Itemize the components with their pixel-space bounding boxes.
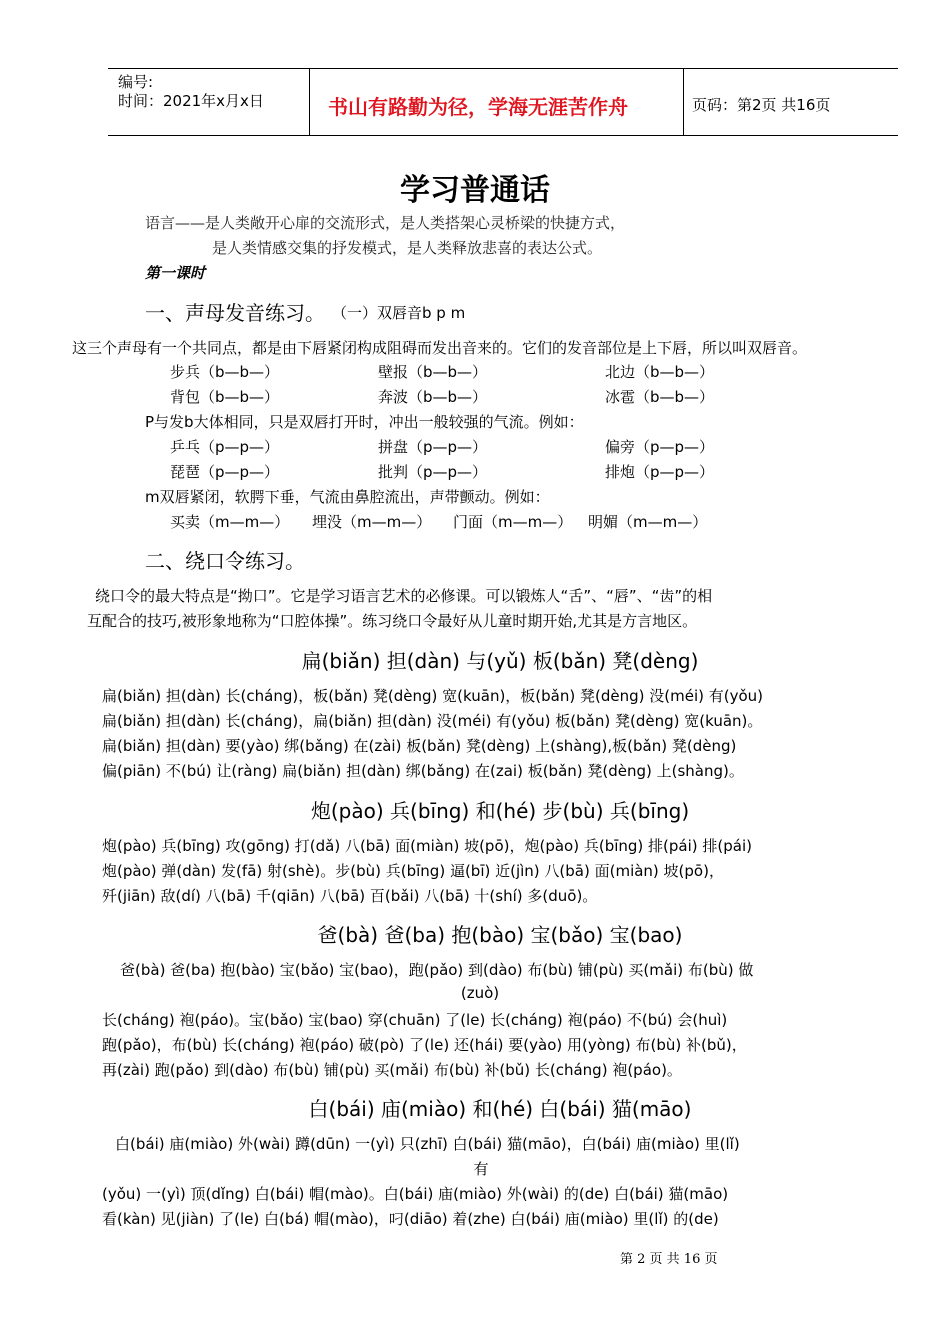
p-example: 偏旁（p—p—） — [605, 438, 715, 456]
b-example: 北边（b—b—） — [605, 363, 715, 381]
m-example: 买卖（m—m—） — [170, 513, 290, 531]
poem-line: 有 — [473, 1160, 489, 1178]
b-example: 步兵（b—b—） — [170, 363, 280, 381]
m-example: 门面（m—m—） — [453, 513, 573, 531]
lesson-label: 第一课时 — [145, 264, 206, 282]
m-example: 埋没（m—m—） — [312, 513, 432, 531]
header-motto: 书山有路勤为径，学海无涯苦作舟 — [328, 95, 628, 119]
time-label: 时间：2021年x月x日 — [118, 92, 264, 110]
poem-title: 扁(biǎn) 担(dàn) 与(yǔ) 板(bǎn) 凳(dèng) — [301, 649, 699, 673]
serial-label: 编号: — [118, 73, 154, 91]
poem-title: 白(bái) 庙(miào) 和(hé) 白(bái) 猫(māo) — [308, 1097, 692, 1121]
poem-line: 跑(pǎo)，布(bù) 长(cháng) 袍(páo) 破(pò) 了(le) 还(hái) 要(yào) 用(yòng) 布(bù) 补(bǔ)， — [102, 1036, 747, 1054]
poem-title: 爸(bà) 爸(ba) 抱(bào) 宝(bǎo) 宝(bao) — [317, 923, 683, 947]
poem-line: 扁(biǎn) 担(dàn) 长(cháng)，扁(biǎn) 担(dàn) 没(méi) 有(yǒu) 板(bǎn) 凳(dèng) 宽(kuān)。 — [102, 712, 763, 730]
b-example: 背包（b—b—） — [170, 388, 280, 406]
poem-line: 扁(biǎn) 担(dàn) 要(yào) 绑(bǎng) 在(zài) 板(bǎn) 凳(dèng) 上(shàng),板(bǎn) 凳(dèng) — [102, 737, 737, 755]
intro-line-1: 语言——是人类敞开心扉的交流形式，是人类搭架心灵桥梁的快捷方式， — [145, 214, 626, 232]
section1-subheading: （一）双唇音b p m — [332, 304, 466, 322]
poem-line: 看(kàn) 见(jiàn) 了(le) 白(bá) 帽(mào)，叼(diāo) 着(zhe) 白(bái) 庙(miào) 里(lǐ) 的(de) — [102, 1210, 719, 1228]
b-example: 壁报（b—b—） — [378, 363, 488, 381]
p-example: 排炮（p—p—） — [605, 463, 715, 481]
p-example: 批判（p—p—） — [378, 463, 488, 481]
section2-desc-2: 互配合的技巧,被形象地称为“口腔体操”。练习绕口令最好从儿童时期开始,尤其是方言地区。 — [87, 612, 698, 630]
b-example: 冰雹（b—b—） — [605, 388, 715, 406]
poem-title: 炮(pào) 兵(bīng) 和(hé) 步(bù) 兵(bīng) — [310, 799, 690, 823]
p-example: 琵琶（p—p—） — [170, 463, 280, 481]
page-info: 页码：第2页 共16页 — [692, 96, 831, 114]
section2-desc-1: 绕口令的最大特点是“拗口”。它是学习语言艺术的必修课。可以锻炼人“舌”、“唇”、“齿”的相 — [95, 587, 713, 605]
section1-heading: 一、声母发音练习。 — [145, 301, 325, 325]
poem-line: 爸(bà) 爸(ba) 抱(bào) 宝(bǎo) 宝(bao)，跑(pǎo) 到(dào) 布(bù) 铺(pù) 买(mǎi) 布(bù) 做 — [120, 961, 754, 979]
b-example: 奔波（b—b—） — [378, 388, 488, 406]
poem-line: 歼(jiān) 敌(dí) 八(bā) 千(qiān) 八(bā) 百(bǎi) 八(bā) 十(shí) 多(duō)。 — [102, 887, 598, 905]
poem-line: (yǒu) 一(yì) 顶(dǐng) 白(bái) 帽(mào)。白(bái) 庙(miào) 外(wài) 的(de) 白(bái) 猫(māo) — [102, 1185, 729, 1203]
section2-heading: 二、绕口令练习。 — [145, 549, 305, 573]
poem-line: 炮(pào) 弹(dàn) 发(fā) 射(shè)。步(bù) 兵(bīng) 逼(bī) 近(jìn) 八(bā) 面(miàn) 坡(pō)， — [102, 862, 724, 880]
page-title: 学习普通话 — [400, 173, 550, 208]
poem-line: 再(zài) 跑(pǎo) 到(dào) 布(bù) 铺(pù) 买(mǎi) 布(bù) 补(bǔ) 长(cháng) 袍(páo)。 — [102, 1061, 682, 1079]
m-example: 明媚（m—m—） — [588, 513, 708, 531]
poem-line: 扁(biǎn) 担(dàn) 长(cháng)，板(bǎn) 凳(dèng) 宽(kuān)，板(bǎn) 凳(dèng) 没(méi) 有(yǒu) — [102, 687, 763, 705]
p-description: P与发b大体相同，只是双唇打开时，冲出一般较强的气流。例如： — [145, 413, 584, 431]
poem-line: 炮(pào) 兵(bīng) 攻(gōng) 打(dǎ) 八(bā) 面(miàn) 坡(pō)，炮(pào) 兵(bīng) 排(pái) 排(pái) — [102, 837, 752, 855]
page-footer: 第 2 页 共 16 页 — [620, 1252, 718, 1267]
header-divider-left — [309, 68, 310, 136]
m-description: m双唇紧闭，软腭下垂，气流由鼻腔流出，声带颤动。例如： — [145, 488, 550, 506]
poem-line: 长(cháng) 袍(páo)。宝(bǎo) 宝(bao) 穿(chuān) 了(le) 长(cháng) 袍(páo) 不(bú) 会(huì) — [102, 1011, 728, 1029]
header-divider-right — [683, 68, 684, 136]
poem-line: 偏(piān) 不(bú) 让(ràng) 扁(biǎn) 担(dàn) 绑(bǎng) 在(zai) 板(bǎn) 凳(dèng) 上(shàng)。 — [102, 762, 744, 780]
header-top-rule — [108, 68, 898, 69]
intro-line-2: 是人类情感交集的抒发模式，是人类释放悲喜的表达公式。 — [212, 239, 603, 257]
poem-line: 白(bái) 庙(miào) 外(wài) 蹲(dūn) 一(yì) 只(zhī) 白(bái) 猫(māo)，白(bái) 庙(miào) 里(lǐ) — [115, 1135, 740, 1153]
p-example: 拼盘（p—p—） — [378, 438, 488, 456]
section1-desc: 这三个声母有一个共同点，都是由下唇紧闭构成阻碍而发出音来的。它们的发音部位是上下唇，所以叫双唇音。 — [72, 339, 808, 357]
poem-line: (zuò) — [460, 984, 500, 1002]
p-example: 乒乓（p—p—） — [170, 438, 280, 456]
header-bottom-rule — [108, 135, 898, 136]
